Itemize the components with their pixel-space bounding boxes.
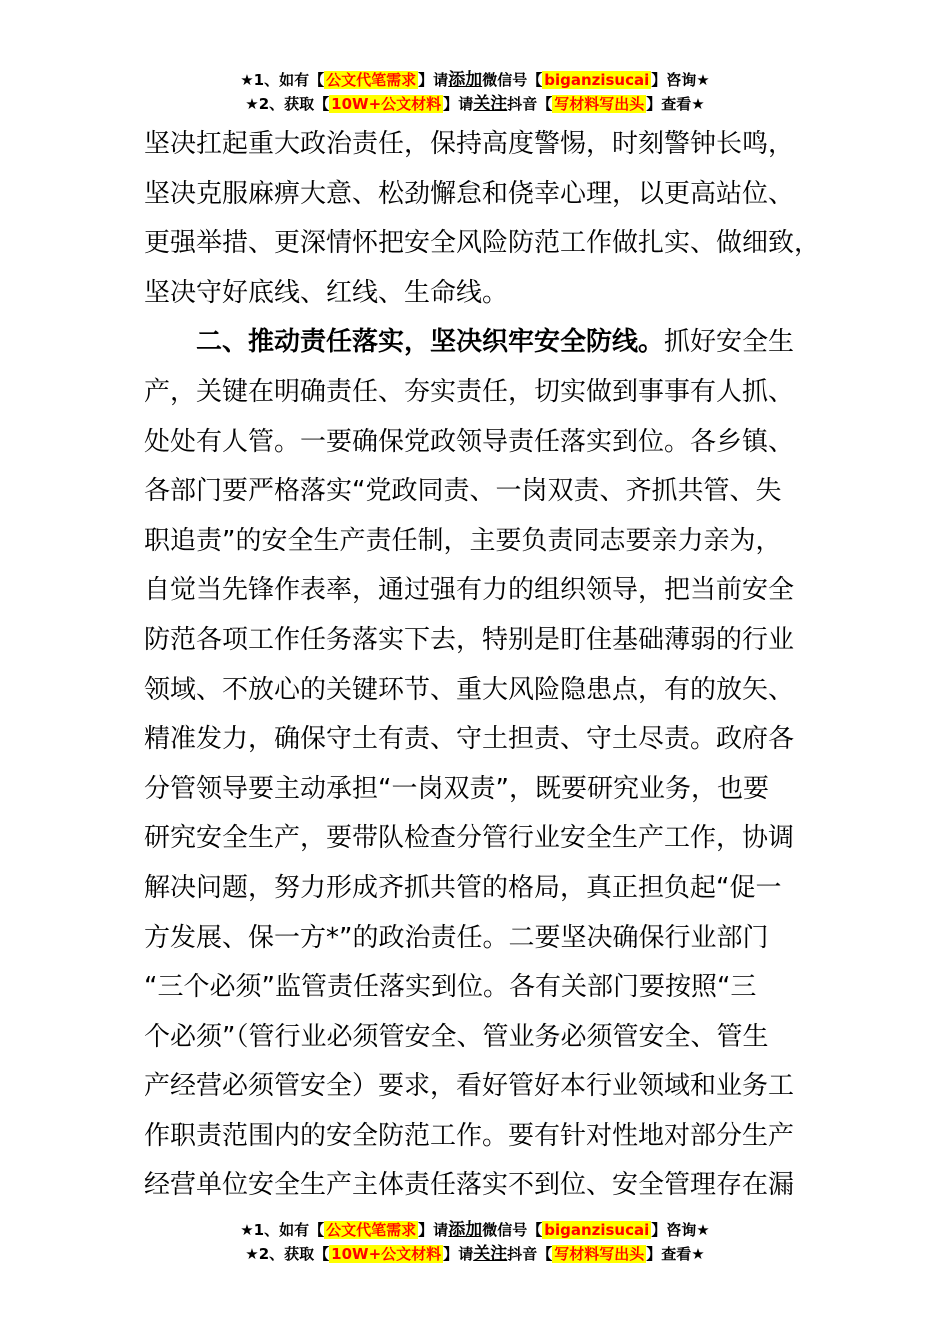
- banner-line-2: [0, 92, 950, 116]
- banner-text: 咨询★: [666, 1221, 710, 1239]
- body-line: 领域、不放心的关键环节、重大风险隐患点，有的放矢、: [144, 674, 795, 705]
- underlined-text: 关注: [473, 1244, 508, 1264]
- bracket: 】: [443, 1245, 459, 1263]
- bracket: 【: [309, 71, 325, 89]
- bracket: 】: [646, 1245, 662, 1263]
- highlight-materials: 10W+公文材料: [331, 1245, 442, 1263]
- banner-text: ★2、获取: [245, 95, 315, 113]
- bracket: 【: [527, 71, 543, 89]
- bracket: 【: [309, 1221, 325, 1239]
- body-line: 产经营必须管安全）要求，看好管好本行业领域和业务工: [144, 1071, 795, 1102]
- underlined-text: 添加: [448, 1220, 483, 1240]
- bracket: 【: [314, 1245, 330, 1263]
- banner-text: 微信号: [482, 1221, 528, 1239]
- body-line: 处处有人管。一要确保党政领导责任落实到位。各乡镇、: [144, 426, 795, 457]
- bracket: 【: [537, 95, 553, 113]
- banner-text: 微信号: [482, 71, 528, 89]
- body-line: 更强举措、更深情怀把安全风险防范工作做扎实、做细致，: [144, 228, 821, 259]
- body-line: 自觉当先锋作表率，通过强有力的组织领导，把当前安全: [144, 575, 795, 606]
- banner-text: ★1、如有: [240, 1221, 310, 1239]
- bracket: 】: [418, 71, 434, 89]
- body-line: 产，关键在明确责任、夯实责任，切实做到事事有人抓、: [144, 376, 795, 407]
- body-line: 各部门要严格落实“党政同责、一岗双责、齐抓共管、失: [144, 476, 782, 507]
- banner-text: 抖音: [507, 1245, 538, 1263]
- underlined-text: 添加: [448, 70, 483, 90]
- highlight-need: 公文代笔需求: [326, 1221, 417, 1239]
- bracket: 】: [418, 1221, 434, 1239]
- highlight-wechat-id: biganzisucai: [544, 1221, 650, 1239]
- body-line: 研究安全生产，要带队检查分管行业安全生产工作，协调: [144, 823, 795, 854]
- body-line: 经营单位安全生产主体责任落实不到位、安全管理存在漏: [144, 1170, 795, 1201]
- body-line: 坚决守好底线、红线、生命线。: [144, 277, 509, 308]
- bracket: 【: [314, 95, 330, 113]
- bracket: 】: [646, 95, 662, 113]
- banner-text: 请: [433, 1221, 449, 1239]
- heading-tail: 抓好安全生: [664, 327, 795, 358]
- banner-text: 抖音: [507, 95, 538, 113]
- section-heading-line: [144, 318, 809, 368]
- banner-text: ★2、获取: [245, 1245, 315, 1263]
- body-line: 作职责范围内的安全防范工作。要有针对性地对部分生产: [144, 1120, 795, 1151]
- body-line: 方发展、保一方*”的政治责任。二要坚决确保行业部门: [144, 922, 769, 953]
- highlight-need: 公文代笔需求: [326, 71, 417, 89]
- bracket: 】: [651, 71, 667, 89]
- bracket: 【: [537, 1245, 553, 1263]
- body-line: 精准发力，确保守土有责、守土担责、守土尽责。政府各: [144, 724, 795, 755]
- header-banner: [0, 68, 950, 116]
- banner-line-1: [0, 68, 950, 92]
- banner-text: 查看★: [661, 1245, 705, 1263]
- body-line: 解决问题，努力形成齐抓共管的格局，真正担负起“促一: [144, 872, 782, 903]
- underlined-text: 关注: [473, 94, 508, 114]
- highlight-douyin-account: 写材料写出头: [554, 95, 645, 113]
- highlight-materials: 10W+公文材料: [331, 95, 442, 113]
- highlight-douyin-account: 写材料写出头: [554, 1245, 645, 1263]
- banner-text: 请: [433, 71, 449, 89]
- body-line: 个必须”（管行业必须管安全、管业务必须管安全、管生: [144, 1021, 769, 1052]
- banner-text: ★1、如有: [240, 71, 310, 89]
- banner-text: 咨询★: [666, 71, 710, 89]
- body-line: 坚决克服麻痹大意、松劲懈怠和侥幸心理，以更高站位、: [144, 178, 795, 209]
- banner-line-1: [0, 1218, 950, 1242]
- body-line: 职追责”的安全生产责任制，主要负责同志要亲力亲为，: [144, 525, 782, 556]
- highlight-wechat-id: biganzisucai: [544, 71, 650, 89]
- body-line: “三个必须”监管责任落实到位。各有关部门要按照“三: [144, 972, 757, 1003]
- bracket: 】: [651, 1221, 667, 1239]
- banner-text: 查看★: [661, 95, 705, 113]
- body-line: 防范各项工作任务落实下去，特别是盯住基础薄弱的行业: [144, 624, 795, 655]
- banner-line-2: [0, 1242, 950, 1266]
- document-body: [144, 120, 821, 1211]
- body-line: 坚决扛起重大政治责任，保持高度警惕，时刻警钟长鸣，: [144, 129, 795, 159]
- banner-text: 请: [458, 1245, 474, 1263]
- bracket: 【: [527, 1221, 543, 1239]
- footer-banner: [0, 1218, 950, 1266]
- banner-text: 请: [458, 95, 474, 113]
- section-heading: 二、推动责任落实，坚决织牢安全防线。: [196, 327, 665, 358]
- bracket: 】: [443, 95, 459, 113]
- body-line: 分管领导要主动承担“一岗双责”，既要研究业务，也要: [144, 773, 769, 804]
